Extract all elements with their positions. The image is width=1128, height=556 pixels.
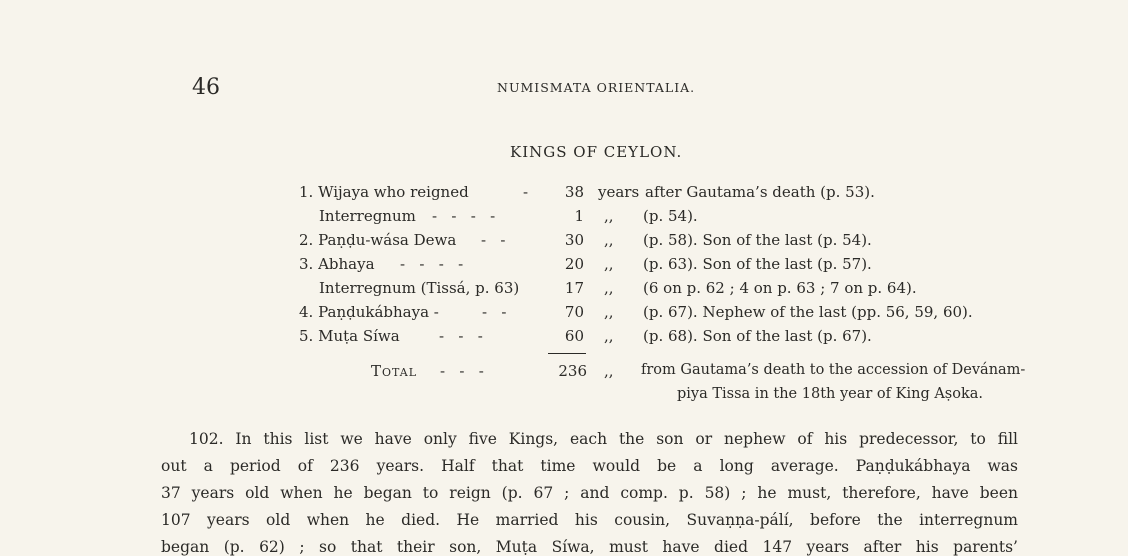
paragraph-line: 107 years old when he died. He married his cousin, Suvaṇṇa-pálí, before the interregnum xyxy=(161,511,1018,529)
king-name: 4. Paṇḍukábhaya - xyxy=(299,303,439,321)
leader-dashes: - - - xyxy=(440,362,484,380)
years-value: 20 xyxy=(564,255,584,273)
row-note: (p. 58). Son of the last (p. 54). xyxy=(643,231,872,249)
years-unit: ,, xyxy=(604,303,614,321)
total-value: 236 xyxy=(558,362,587,380)
king-name: 1. Wijaya who reigned xyxy=(299,183,469,201)
row-note: (6 on p. 62 ; 4 on p. 63 ; 7 on p. 64). xyxy=(643,279,917,297)
total-rule xyxy=(548,353,586,354)
running-head: NUMISMATA ORIENTALIA. xyxy=(497,80,696,95)
row-note: (p. 68). Son of the last (p. 67). xyxy=(643,327,872,345)
years-unit: ,, xyxy=(604,255,614,273)
row-note: (p. 54). xyxy=(643,207,698,225)
king-name: 5. Muṭa Síwa xyxy=(299,327,400,345)
leader-dashes: - xyxy=(523,183,529,201)
leader-dashes: - - - - xyxy=(400,255,464,273)
paragraph-line: out a period of 236 years. Half that time would be a long average. Paṇḍukábhaya was xyxy=(161,457,1018,475)
total-note: from Gautama’s death to the accession of Devánam- xyxy=(641,362,1026,378)
years-value: 17 xyxy=(564,279,584,297)
years-unit: years xyxy=(598,183,640,201)
king-name: Interregnum xyxy=(319,207,416,225)
years-unit: ,, xyxy=(604,279,614,297)
king-name: 2. Paṇḍu-wása Dewa xyxy=(299,231,457,249)
total-note: piya Tissa in the 18th year of King Aṣoka. xyxy=(677,386,984,402)
row-note: after Gautama’s death (p. 53). xyxy=(645,183,875,201)
leader-dashes: - - - - xyxy=(432,207,496,225)
page-number: 46 xyxy=(192,75,220,100)
paragraph-line: 102. In this list we have only five Kings, each the son or nephew of his predecessor, to fill xyxy=(189,430,1018,448)
king-name: 3. Abhaya xyxy=(299,255,375,273)
years-value: 70 xyxy=(564,303,584,321)
years-value: 38 xyxy=(564,183,584,201)
row-note: (p. 67). Nephew of the last (pp. 56, 59, 60). xyxy=(643,303,973,321)
row-note: (p. 63). Son of the last (p. 57). xyxy=(643,255,872,273)
years-value: 1 xyxy=(574,207,584,225)
king-name: Interregnum (Tissá, p. 63) xyxy=(319,279,520,297)
years-unit: ,, xyxy=(604,327,614,345)
leader-dashes: - - xyxy=(481,231,506,249)
years-unit: ,, xyxy=(604,362,614,380)
years-value: 30 xyxy=(564,231,584,249)
paragraph-line: began (p. 62) ; so that their son, Muṭa Síwa, must have died 147 years after his parents’ xyxy=(161,538,1018,556)
years-unit: ,, xyxy=(604,207,614,225)
section-title: KINGS OF CEYLON. xyxy=(510,143,683,161)
leader-dashes: - - xyxy=(482,303,507,321)
paragraph-line: 37 years old when he began to reign (p. 67 ; and comp. p. 58) ; he must, therefore, have been xyxy=(161,484,1018,502)
years-value: 60 xyxy=(564,327,584,345)
total-label: Total xyxy=(371,362,418,380)
leader-dashes: - - - xyxy=(439,327,483,345)
years-unit: ,, xyxy=(604,231,614,249)
